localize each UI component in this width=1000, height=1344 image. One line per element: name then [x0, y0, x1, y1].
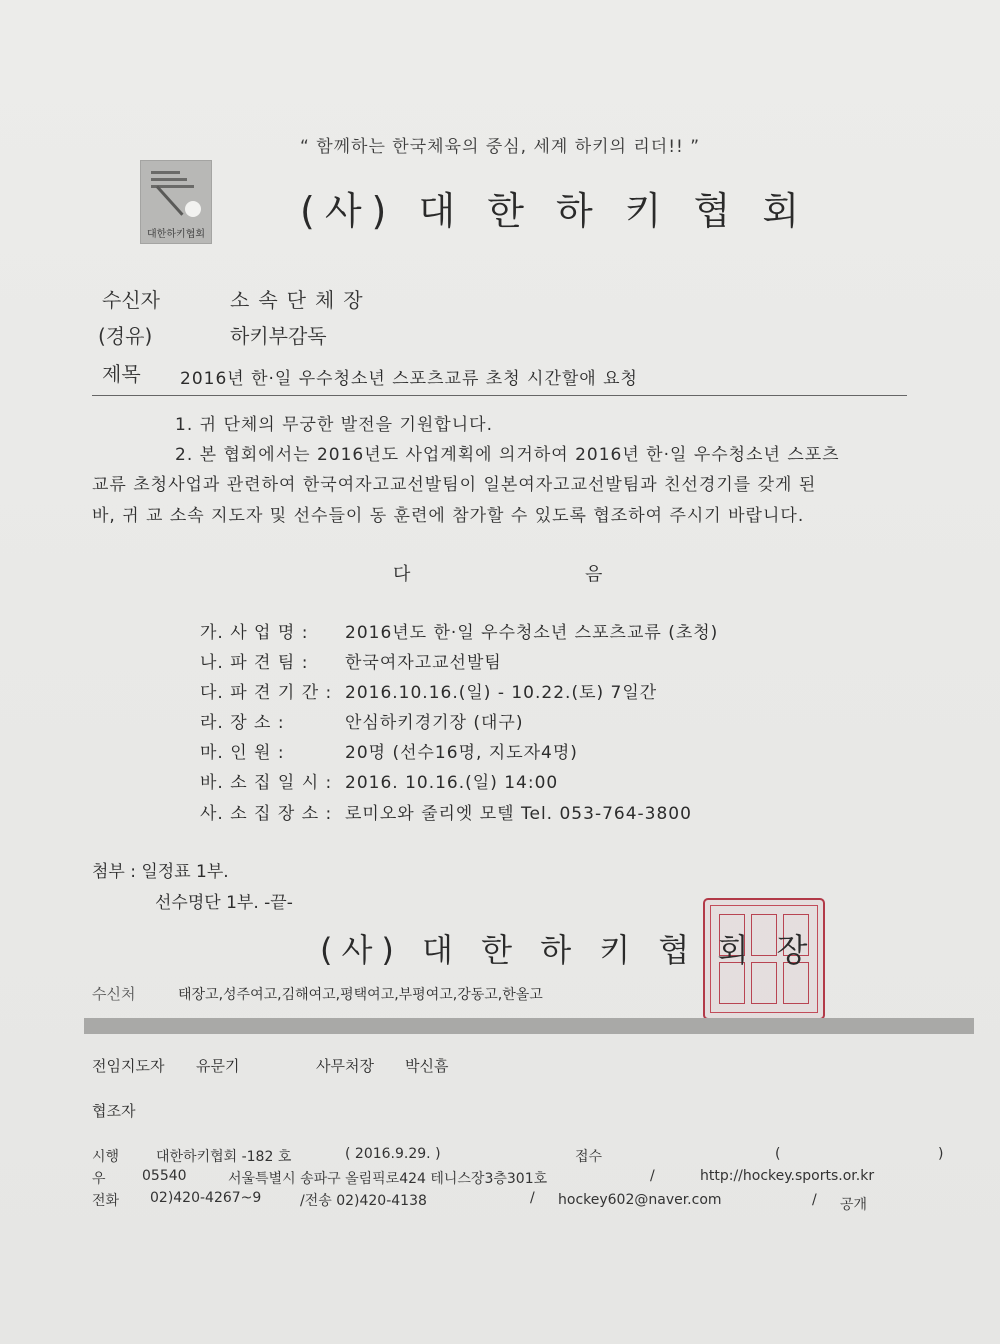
item-value: 안심하키경기장 (대구): [345, 713, 524, 733]
sender-name: (사) 대 한 하 키 협 회 장: [320, 931, 817, 969]
cooperator-label: 협조자: [92, 1102, 136, 1120]
issue-label: 시행: [92, 1149, 120, 1165]
separator: /: [812, 1192, 817, 1208]
fax-number: /전송 02)420-4138: [300, 1193, 427, 1209]
phone-label: 전화: [92, 1193, 120, 1209]
postal-label: 우: [92, 1171, 106, 1187]
section-heading-left: 다: [393, 564, 411, 585]
item-value: 한국여자고교선발팀: [345, 653, 502, 673]
item-label: 마. 인 원 :: [200, 743, 285, 763]
item-label: 가. 사 업 명 :: [200, 623, 309, 643]
separator: /: [530, 1190, 535, 1206]
document-title: (사) 대 한 하 키 협 회: [300, 189, 810, 233]
logo-caption: 대한하키협회: [147, 229, 205, 240]
item-value: 2016. 10.16.(일) 14:00: [345, 773, 559, 793]
subject-value: 2016년 한·일 우수청소년 스포츠교류 초청 시간할애 요청: [180, 369, 638, 389]
receipt-label: 접수: [575, 1149, 603, 1165]
phone-number: 02)420-4267~9: [150, 1190, 262, 1206]
footer-band-divider: [84, 1018, 974, 1034]
receipt-open: (: [775, 1146, 781, 1162]
separator: /: [650, 1168, 655, 1184]
address: 서울특별시 송파구 올림픽로424 테니스장3층301호: [228, 1171, 548, 1187]
item-label: 나. 파 견 팀 :: [200, 653, 309, 673]
coach-label: 전임지도자: [92, 1057, 165, 1075]
item-label: 바. 소 집 일 시 :: [200, 773, 333, 793]
item-value: 2016년도 한·일 우수청소년 스포츠교류 (초청): [345, 623, 719, 643]
section-heading-right: 음: [585, 564, 603, 585]
issue-number: 대한하키협회 -182 호: [156, 1149, 292, 1165]
secretary-name: 박신흠: [405, 1057, 449, 1075]
item-value: 20명 (선수16명, 지도자4명): [345, 743, 578, 763]
recipient-label: 수신자: [102, 288, 160, 312]
email-link[interactable]: hockey602@naver.com: [558, 1192, 722, 1208]
issue-date: ( 2016.9.29. ): [345, 1146, 441, 1162]
coach-name: 유문기: [196, 1057, 240, 1075]
secretary-label: 사무처장: [316, 1057, 374, 1075]
via-value: 하키부감독: [230, 324, 327, 348]
paragraph-2-line-2: 교류 초청사업과 관련하여 한국여자고교선발팀이 일본여자고교선발팀과 친선경기를 갖게 된: [92, 475, 817, 495]
item-label: 라. 장 소 :: [200, 713, 285, 733]
cc-value: 태장고,성주여고,김해여고,평택여고,부평여고,강동고,한올고: [178, 987, 543, 1003]
paragraph-1: 1. 귀 단체의 무궁한 발전을 기원합니다.: [175, 415, 493, 435]
item-value: 로미오와 줄리엣 모텔 Tel. 053-764-3800: [345, 804, 692, 824]
association-logo-icon: [140, 160, 212, 244]
attachment-line-2: 선수명단 1부. -끝-: [155, 893, 293, 913]
item-label: 다. 파 견 기 간 :: [200, 683, 333, 703]
attachment-line-1: 첨부 : 일정표 1부.: [92, 862, 229, 882]
item-label: 사. 소 집 장 소 :: [200, 804, 333, 824]
receipt-close: ): [938, 1146, 944, 1162]
via-label: (경유): [98, 324, 153, 348]
paragraph-2-line-1: 2. 본 협회에서는 2016년도 사업계획에 의거하여 2016년 한·일 우수청소년 스포츠: [175, 445, 840, 465]
disclosure-status: 공개: [840, 1197, 868, 1213]
website-link[interactable]: http://hockey.sports.or.kr: [700, 1168, 875, 1184]
header-divider: [92, 395, 907, 396]
item-value: 2016.10.16.(일) - 10.22.(토) 7일간: [345, 683, 658, 703]
cc-label: 수신처: [92, 985, 136, 1003]
paragraph-2-line-3: 바, 귀 교 소속 지도자 및 선수들이 동 훈련에 참가할 수 있도록 협조하여 주시기 바랍니다.: [92, 506, 805, 526]
slogan: “ 함께하는 한국체육의 중심, 세계 하키의 리더!! ”: [300, 137, 701, 157]
subject-label: 제목: [102, 362, 141, 386]
recipient-value: 소속단체장: [230, 288, 372, 312]
postal-code: 05540: [142, 1168, 187, 1184]
